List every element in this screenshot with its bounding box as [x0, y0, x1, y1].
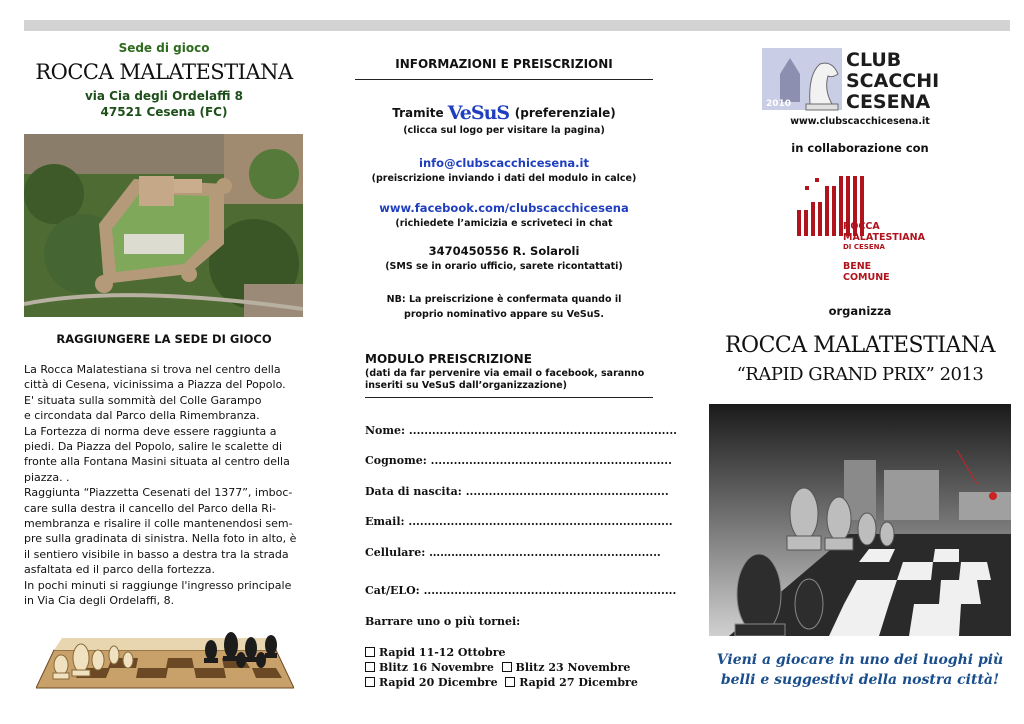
checkbox-icon[interactable] — [502, 662, 512, 672]
top-bar — [24, 20, 1010, 31]
tournament-option[interactable] — [505, 676, 638, 689]
chessboard-illustration — [36, 620, 294, 690]
form-field-birthdate[interactable]: Data di nascita: ..................................................... — [365, 485, 669, 498]
directions-line: piedi. Da Piazza del Popolo, salire le scalette di — [24, 440, 283, 454]
tournament-row — [365, 676, 638, 689]
tagline-line: Vieni a giocare in uno dei luoghi più — [716, 652, 1004, 668]
info-title: INFORMAZIONI E PREISCRIZIONI — [395, 57, 613, 71]
directions-line: pre sulla gradinata di sinistra. Nella foto in alto, è — [24, 532, 297, 546]
tournament-label: Rapid 27 Dicembre — [519, 676, 638, 689]
rocca-logo-line3: DI CESENA — [843, 243, 885, 251]
checkbox-icon[interactable] — [365, 647, 375, 657]
address-line1: via Cia degli Ordelaffi 8 — [84, 89, 244, 103]
club-column — [708, 116, 1012, 155]
form-field-email[interactable]: Email: ..................................................................... — [365, 515, 673, 528]
via-pref: (preferenziale) — [514, 106, 616, 120]
phone-note: (SMS se in orario ufficio, sarete ricontattati) — [385, 261, 623, 272]
event-section — [708, 304, 1012, 385]
club-logo-line1: CLUB — [846, 49, 902, 71]
tagline-line: belli e suggestivi della nostra città! — [720, 672, 1000, 688]
directions-line: E' situata sulla sommità del Colle Garampo — [24, 393, 262, 407]
directions-section — [24, 332, 304, 609]
facebook-link[interactable]: www.facebook.com/clubscacchicesena — [379, 201, 629, 215]
vesus-logo-link[interactable] — [448, 102, 515, 124]
rocca-logo-line2: MALATESTIANA — [843, 232, 925, 243]
via-label: Tramite — [392, 106, 444, 120]
directions-title: RAGGIUNGERE LA SEDE DI GIOCO — [56, 332, 272, 346]
tournament-option[interactable] — [365, 646, 506, 659]
divider — [355, 79, 653, 80]
directions-line: e circondata dal Parco della Rimembranza. — [24, 409, 260, 423]
checkbox-icon[interactable] — [365, 662, 375, 672]
collab-text: in collaborazione con — [791, 141, 929, 155]
via-note: (clicca sul logo per visitare la pagina) — [403, 125, 605, 136]
venue-column — [24, 36, 304, 119]
venue-label: Sede di gioco — [118, 41, 210, 55]
address-line2: 47521 Cesena (FC) — [100, 105, 228, 119]
directions-text — [24, 362, 303, 609]
club-logo-line2: SCACCHI — [846, 70, 940, 92]
directions-line: care sulla destra il cancello del Parco della Ri- — [24, 501, 276, 515]
organizza-text: organizza — [828, 304, 892, 318]
chess-castle-photo — [709, 404, 1011, 636]
rocca-logo-line4: BENE — [843, 261, 872, 272]
email-link[interactable]: info@clubscacchicesena.it — [419, 156, 589, 170]
tournament-option[interactable] — [365, 661, 494, 674]
directions-line: il sentiero visibile in basso a destra tra la strada — [24, 547, 289, 561]
info-column — [355, 36, 653, 322]
form-field-phone[interactable]: Cellulare: …………................................................. — [365, 546, 661, 559]
directions-line: fronte alla Fontana Masini situata al centro della — [24, 455, 290, 469]
form-field-elo[interactable]: Cat/ELO: .................................................................. — [365, 584, 677, 597]
directions-line: membranza e risalire il colle mantenendosi sem- — [24, 517, 293, 531]
directions-line: asfaltata ed il parco della fortezza. — [24, 563, 215, 577]
website-link[interactable]: www.clubscacchicesena.it — [790, 116, 930, 127]
directions-line: in Via Cia degli Ordelaffi, 8. — [24, 594, 175, 608]
club-logo — [762, 44, 958, 114]
directions-line: La Rocca Malatestiana si trova nel centro della — [24, 363, 281, 376]
tournament-row — [365, 661, 630, 674]
club-logo-year: 2010 — [766, 99, 792, 109]
club-logo-line3: CESENA — [846, 91, 931, 113]
phone-number: 3470450556 R. Solaroli — [428, 244, 580, 258]
form-section — [355, 352, 653, 398]
form-field-name[interactable]: Nome: ...................................................................... — [365, 424, 677, 437]
form-note — [365, 368, 653, 392]
form-note-line: (dati da far pervenire via email o facebook, saranno — [365, 368, 645, 379]
directions-line: La Fortezza di norma deve essere raggiunta a — [24, 424, 277, 438]
tagline — [708, 650, 1012, 690]
tournament-label: Rapid 11-12 Ottobre — [379, 646, 506, 659]
nb-line: proprio nominativo appare su VeSuS. — [404, 309, 604, 320]
rocca-logo-line1: ROCCA — [843, 221, 880, 232]
email-note: (preiscrizione inviando i dati del modulo in calce) — [371, 173, 637, 184]
form-title: MODULO PREISCRIZIONE — [365, 352, 532, 366]
tournament-row — [365, 646, 506, 659]
checkbox-icon[interactable] — [365, 677, 375, 687]
facebook-note: (richiedete l’amicizia e scriveteci in chat — [395, 218, 613, 229]
checkbox-icon[interactable] — [505, 677, 515, 687]
directions-line: città di Cesena, vicinissima a Piazza del Popolo. — [24, 378, 286, 392]
tournaments-label: Barrare uno o più tornei: — [365, 615, 521, 628]
form-note-line: inseriti su VeSuS dall’organizzazione) — [365, 380, 568, 391]
tournament-option[interactable] — [502, 661, 631, 674]
directions-line: In pochi minuti si raggiunge l'ingresso principale — [24, 578, 292, 592]
tournament-label: Blitz 16 Novembre — [379, 661, 494, 674]
vesus-logo: VeSuS — [447, 102, 510, 124]
form-field-surname[interactable]: Cognome: ............................................................... — [365, 454, 672, 467]
event-subtitle: “RAPID GRAND PRIX” 2013 — [736, 364, 984, 385]
rocca-logo-line5: COMUNE — [843, 272, 890, 283]
tournament-option[interactable] — [365, 676, 498, 689]
directions-line: piazza. . — [24, 470, 70, 484]
venue-name: ROCCA MALATESTIANA — [35, 60, 293, 84]
rocca-logo — [795, 172, 935, 284]
event-title: ROCCA MALATESTIANA — [724, 333, 996, 358]
vesus-row — [355, 102, 653, 124]
fortress-aerial-photo — [24, 134, 303, 317]
tournament-label: Rapid 20 Dicembre — [379, 676, 498, 689]
tournament-label: Blitz 23 Novembre — [515, 661, 631, 674]
nb-note — [355, 292, 653, 322]
nb-line: NB: La preiscrizione è confermata quando il — [386, 294, 622, 305]
directions-line: Raggiunta “Piazzetta Cesenati del 1377”, imboc- — [24, 486, 293, 500]
divider — [365, 397, 653, 398]
